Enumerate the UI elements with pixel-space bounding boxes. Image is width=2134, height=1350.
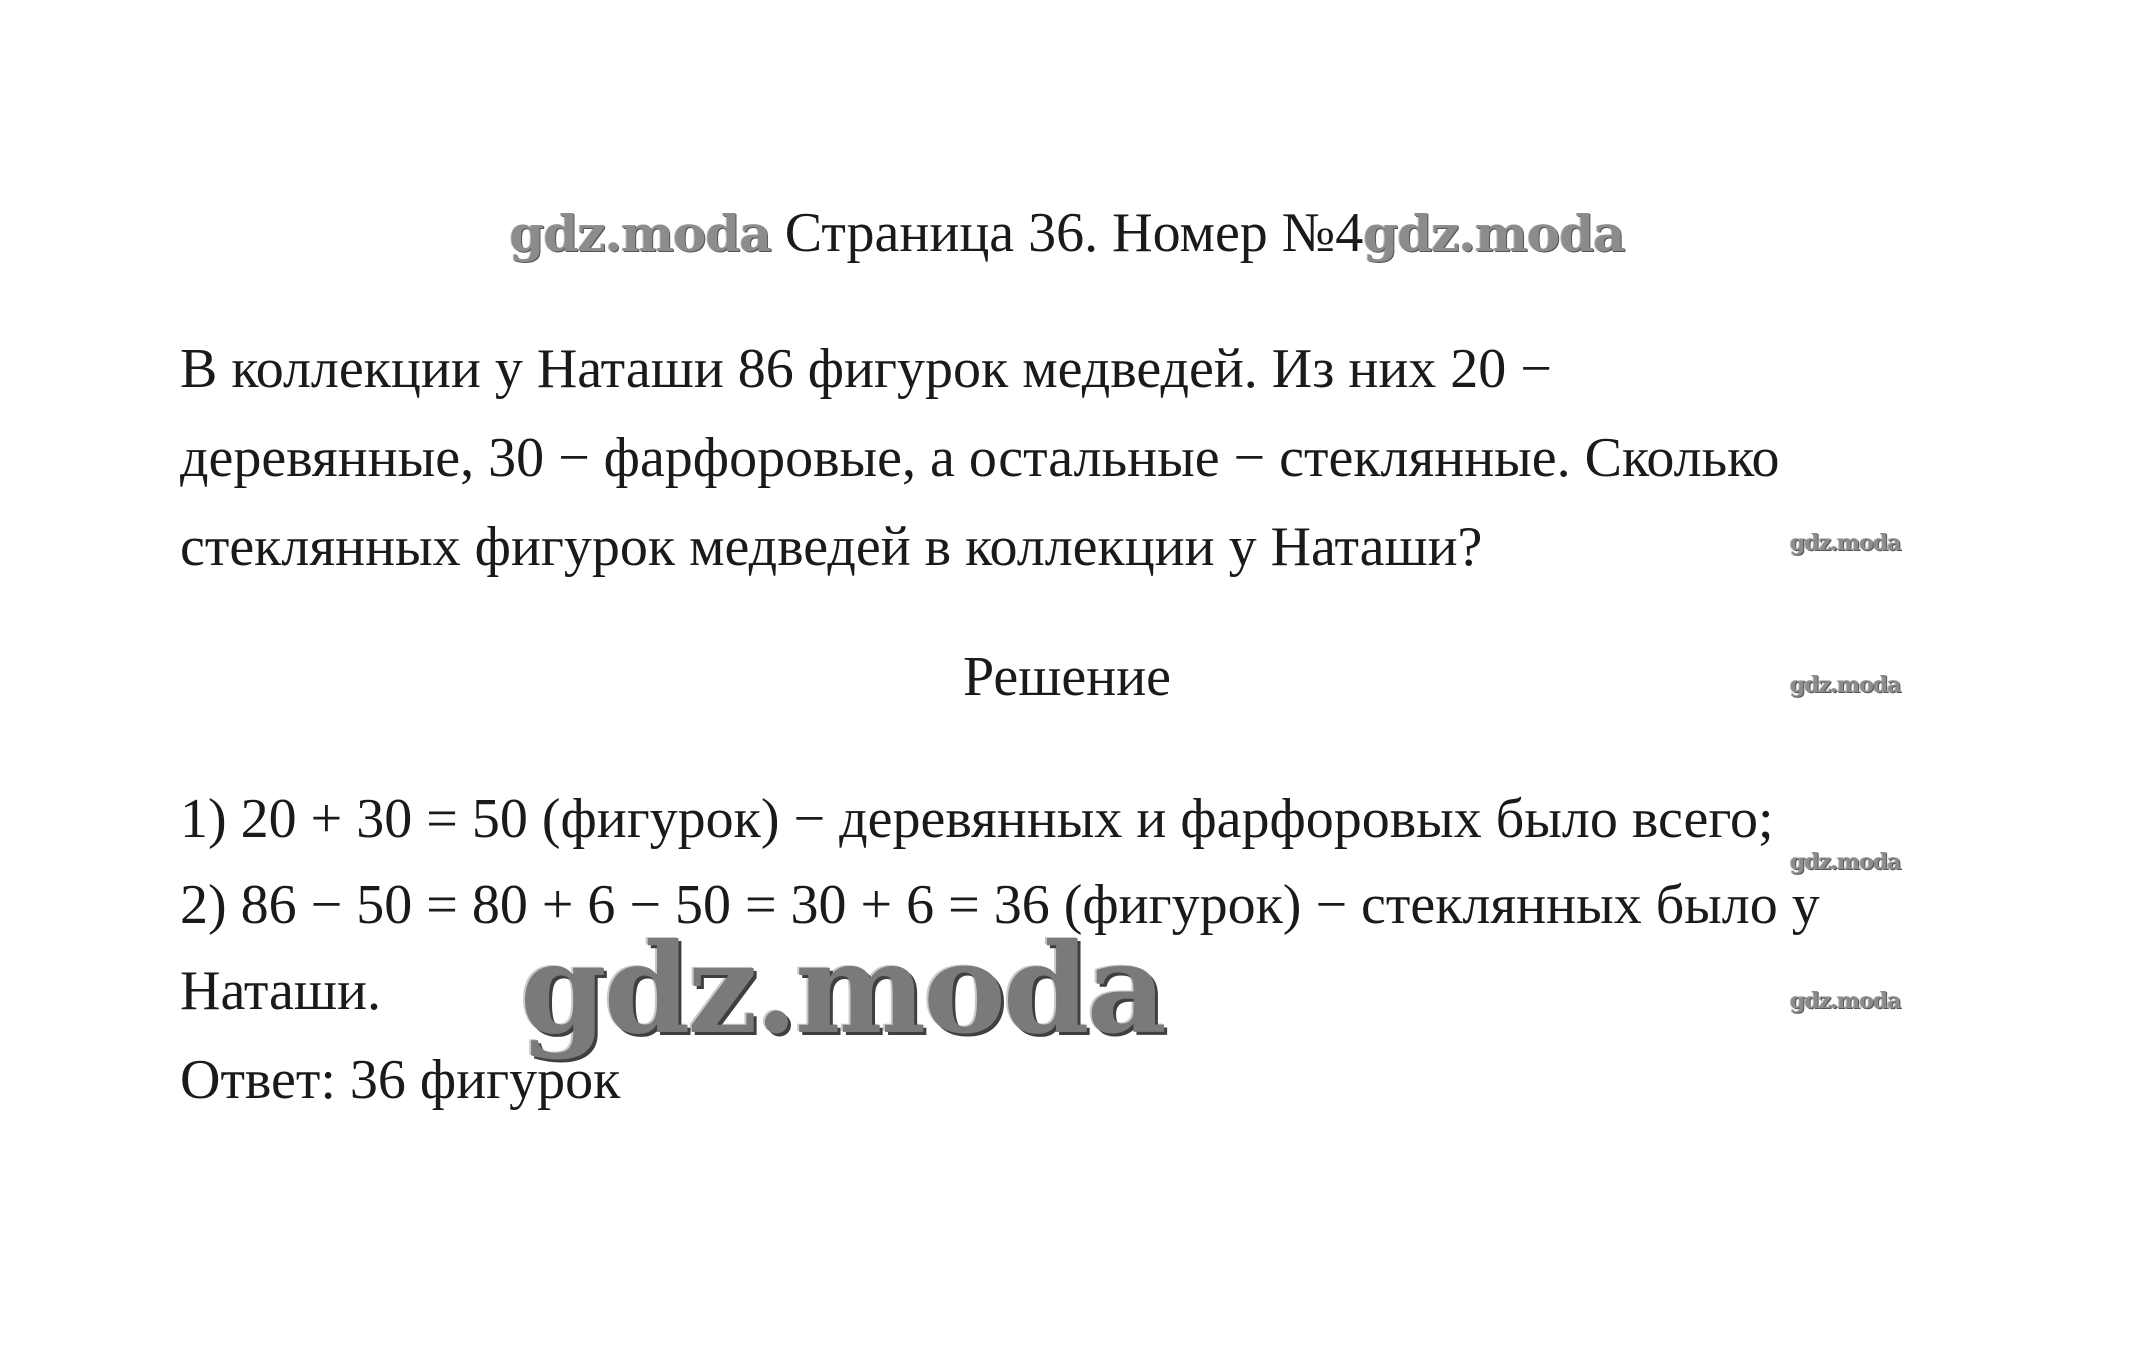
problem-line: стеклянных фигурок медведей в коллекции у Наташи?	[180, 516, 1483, 578]
problem-statement	[180, 325, 1940, 592]
watermark-small: gdz.moda	[1790, 849, 1901, 875]
watermark-title-right: gdz.moda	[1363, 204, 1625, 263]
solution-step: 2) 86 − 50 = 80 + 6 − 50 = 30 + 6 = 36 (фигурок) − стеклянных было у	[180, 874, 1820, 936]
watermark-small: gdz.moda	[1790, 988, 1901, 1014]
page-title-text: Страница 36. Номер №4	[770, 202, 1364, 264]
solution-step: 1) 20 + 30 = 50 (фигурок) − деревянных и фарфоровых было всего;	[180, 788, 1774, 850]
watermark-title-left: gdz.moda	[509, 204, 771, 263]
solution-step: Наташи.	[180, 960, 381, 1022]
answer-line: Ответ: 36 фигурок	[180, 1049, 621, 1111]
problem-line: деревянные, 30 − фарфоровые, а остальные − стеклянные. Сколько	[180, 427, 1780, 489]
page-title	[0, 198, 2134, 269]
solution-heading: Решение	[962, 646, 1172, 708]
watermark-small: gdz.moda	[1790, 530, 1901, 556]
watermark-small: gdz.moda	[1790, 672, 1901, 698]
problem-line: В коллекции у Наташи 86 фигурок медведей. Из них 20 −	[180, 338, 1552, 400]
watermark-large: gdz.moda	[520, 917, 1164, 1062]
